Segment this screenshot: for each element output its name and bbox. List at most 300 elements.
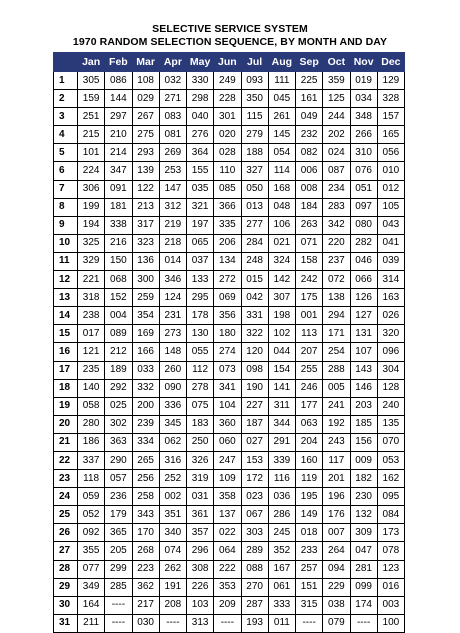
sequence-cell: 339 — [268, 451, 295, 469]
day-label: 23 — [54, 470, 78, 488]
sequence-cell: 195 — [296, 488, 323, 506]
sequence-cell: 168 — [268, 180, 295, 198]
day-label: 1 — [54, 72, 78, 90]
sequence-cell: 249 — [214, 72, 241, 90]
table-row — [54, 488, 405, 506]
sequence-cell: 154 — [268, 361, 295, 379]
sequence-cell: 322 — [241, 325, 268, 343]
sequence-cell: 240 — [377, 397, 404, 415]
sequence-cell: 207 — [296, 343, 323, 361]
table-row — [54, 542, 405, 560]
sequence-cell: 201 — [323, 470, 350, 488]
sequence-cell: 223 — [132, 560, 159, 578]
sequence-cell: 017 — [78, 325, 105, 343]
sequence-cell: 269 — [159, 144, 186, 162]
lottery-table — [53, 52, 405, 633]
sequence-cell: 232 — [296, 126, 323, 144]
sequence-cell: 002 — [159, 488, 186, 506]
day-label: 24 — [54, 488, 78, 506]
sequence-cell: 345 — [159, 415, 186, 433]
month-header-jul: Jul — [241, 53, 268, 72]
sequence-cell: 187 — [241, 415, 268, 433]
day-label: 27 — [54, 542, 78, 560]
sequence-cell: 270 — [241, 578, 268, 596]
sequence-cell: 011 — [268, 614, 295, 632]
sequence-cell: 072 — [323, 271, 350, 289]
sequence-cell: 189 — [105, 361, 132, 379]
sequence-cell: 123 — [377, 560, 404, 578]
sequence-cell: 282 — [350, 234, 377, 252]
sequence-cell: 363 — [105, 433, 132, 451]
sequence-cell: 121 — [78, 343, 105, 361]
sequence-cell: 216 — [105, 234, 132, 252]
sequence-cell: 288 — [323, 361, 350, 379]
month-header-oct: Oct — [323, 53, 350, 72]
day-label: 4 — [54, 126, 78, 144]
sequence-cell: 126 — [350, 289, 377, 307]
sequence-cell: 243 — [323, 433, 350, 451]
table-row — [54, 560, 405, 578]
sequence-cell: 280 — [78, 415, 105, 433]
sequence-cell: 175 — [296, 289, 323, 307]
sequence-cell: 086 — [105, 72, 132, 90]
sequence-cell: 242 — [296, 271, 323, 289]
sequence-cell: 050 — [241, 180, 268, 198]
sequence-cell: 299 — [105, 560, 132, 578]
sequence-cell: 112 — [187, 361, 214, 379]
sequence-cell: 124 — [159, 289, 186, 307]
sequence-cell: 290 — [105, 451, 132, 469]
sequence-cell: 328 — [377, 90, 404, 108]
sequence-cell: 041 — [377, 234, 404, 252]
day-label: 19 — [54, 397, 78, 415]
sequence-cell: 295 — [187, 289, 214, 307]
sequence-cell: 213 — [132, 198, 159, 216]
sequence-cell: 030 — [132, 614, 159, 632]
day-label: 15 — [54, 325, 78, 343]
sequence-cell: 286 — [268, 506, 295, 524]
sequence-cell: 133 — [187, 271, 214, 289]
sequence-cell: 174 — [350, 596, 377, 614]
sequence-cell: 231 — [159, 307, 186, 325]
sequence-cell: 139 — [132, 162, 159, 180]
sequence-cell: 185 — [350, 415, 377, 433]
table-row — [54, 451, 405, 469]
sequence-cell: 252 — [159, 470, 186, 488]
sequence-cell: 258 — [132, 488, 159, 506]
sequence-cell: 044 — [268, 343, 295, 361]
table-row — [54, 162, 405, 180]
table-body — [54, 72, 405, 633]
sequence-cell: 365 — [105, 524, 132, 542]
sequence-cell: 305 — [78, 72, 105, 90]
table-row — [54, 596, 405, 614]
sequence-cell: 326 — [187, 451, 214, 469]
sequence-cell: 079 — [323, 614, 350, 632]
sequence-cell: 061 — [268, 578, 295, 596]
sequence-cell: 109 — [214, 470, 241, 488]
sequence-cell: 338 — [105, 216, 132, 234]
sequence-cell: 134 — [214, 252, 241, 270]
sequence-cell: 177 — [296, 397, 323, 415]
sequence-cell: 095 — [377, 488, 404, 506]
day-label: 29 — [54, 578, 78, 596]
table-row — [54, 108, 405, 126]
sequence-cell: 064 — [214, 542, 241, 560]
sequence-cell: 146 — [350, 379, 377, 397]
sequence-cell: 235 — [78, 361, 105, 379]
sequence-cell: 335 — [214, 216, 241, 234]
sequence-cell: 170 — [132, 524, 159, 542]
sequence-cell: 271 — [159, 90, 186, 108]
sequence-cell: 141 — [268, 379, 295, 397]
sequence-cell: 210 — [105, 126, 132, 144]
sequence-cell: 181 — [105, 198, 132, 216]
sequence-cell: 348 — [350, 108, 377, 126]
sequence-cell: 246 — [296, 379, 323, 397]
sequence-cell: 353 — [214, 578, 241, 596]
sequence-cell: 197 — [187, 216, 214, 234]
sequence-cell: ---- — [214, 614, 241, 632]
sequence-cell: 222 — [214, 560, 241, 578]
sequence-cell: 283 — [323, 198, 350, 216]
sequence-cell: 357 — [187, 524, 214, 542]
sequence-cell: 323 — [132, 234, 159, 252]
sequence-cell: 013 — [241, 198, 268, 216]
sequence-cell: 337 — [78, 451, 105, 469]
sequence-cell: 096 — [377, 343, 404, 361]
sequence-cell: 099 — [350, 578, 377, 596]
sequence-cell: 032 — [159, 72, 186, 90]
sequence-cell: 221 — [78, 271, 105, 289]
sequence-cell: 354 — [132, 307, 159, 325]
sequence-cell: 164 — [78, 596, 105, 614]
table-row — [54, 180, 405, 198]
sequence-cell: 356 — [214, 307, 241, 325]
sequence-cell: 138 — [323, 289, 350, 307]
day-label: 20 — [54, 415, 78, 433]
sequence-cell: 059 — [78, 488, 105, 506]
sequence-cell: 078 — [377, 542, 404, 560]
day-label: 12 — [54, 271, 78, 289]
sequence-cell: 069 — [214, 289, 241, 307]
sequence-cell: 247 — [214, 451, 241, 469]
sequence-cell: 143 — [350, 361, 377, 379]
sequence-cell: 260 — [159, 361, 186, 379]
sequence-cell: 351 — [159, 506, 186, 524]
sequence-cell: 047 — [350, 542, 377, 560]
sequence-cell: 084 — [377, 506, 404, 524]
sequence-cell: 043 — [377, 216, 404, 234]
month-header-nov: Nov — [350, 53, 377, 72]
sequence-cell: 060 — [214, 433, 241, 451]
sequence-cell: 145 — [268, 126, 295, 144]
sequence-cell: 194 — [78, 216, 105, 234]
sequence-cell: 075 — [187, 397, 214, 415]
sequence-cell: 227 — [241, 397, 268, 415]
sequence-cell: 151 — [296, 578, 323, 596]
sequence-cell: 312 — [159, 198, 186, 216]
sequence-cell: 147 — [159, 180, 186, 198]
sequence-cell: 005 — [323, 379, 350, 397]
table-row — [54, 198, 405, 216]
sequence-cell: 208 — [159, 596, 186, 614]
sequence-cell: 199 — [78, 198, 105, 216]
sequence-cell: 108 — [132, 72, 159, 90]
sequence-cell: 321 — [187, 198, 214, 216]
sequence-cell: 091 — [105, 180, 132, 198]
sequence-cell: 341 — [214, 379, 241, 397]
sequence-cell: 264 — [323, 542, 350, 560]
sequence-cell: 093 — [241, 72, 268, 90]
sequence-cell: 200 — [132, 397, 159, 415]
sequence-cell: 303 — [241, 524, 268, 542]
sequence-cell: 218 — [159, 234, 186, 252]
sequence-cell: 176 — [323, 506, 350, 524]
sequence-cell: 033 — [132, 361, 159, 379]
sequence-cell: 234 — [323, 180, 350, 198]
sequence-cell: 262 — [159, 560, 186, 578]
sequence-cell: 117 — [323, 451, 350, 469]
sequence-cell: 132 — [350, 506, 377, 524]
sequence-cell: 167 — [268, 560, 295, 578]
sequence-cell: 161 — [296, 90, 323, 108]
document-title: SELECTIVE SERVICE SYSTEM — [152, 23, 308, 35]
sequence-cell: 304 — [377, 361, 404, 379]
sequence-cell: 206 — [214, 234, 241, 252]
table-row — [54, 343, 405, 361]
sequence-cell: 114 — [268, 162, 295, 180]
sequence-cell: 063 — [296, 415, 323, 433]
sequence-cell: 287 — [241, 596, 268, 614]
sequence-cell: 125 — [323, 90, 350, 108]
sequence-cell: 184 — [296, 198, 323, 216]
sequence-cell: 237 — [323, 252, 350, 270]
sequence-cell: 115 — [241, 108, 268, 126]
sequence-cell: 239 — [132, 415, 159, 433]
sequence-cell: 268 — [132, 542, 159, 560]
sequence-cell: 003 — [377, 596, 404, 614]
sequence-cell: 118 — [78, 470, 105, 488]
sequence-cell: 152 — [105, 289, 132, 307]
sequence-cell: 313 — [187, 614, 214, 632]
sequence-cell: 049 — [296, 108, 323, 126]
sequence-cell: 291 — [268, 433, 295, 451]
sequence-cell: 256 — [132, 470, 159, 488]
sequence-cell: 217 — [132, 596, 159, 614]
sequence-cell: 094 — [323, 560, 350, 578]
sequence-cell: 192 — [323, 415, 350, 433]
sequence-cell: 183 — [187, 415, 214, 433]
sequence-cell: 006 — [296, 162, 323, 180]
sequence-cell: 173 — [377, 524, 404, 542]
sequence-cell: 021 — [268, 234, 295, 252]
sequence-cell: 330 — [187, 72, 214, 90]
sequence-cell: 070 — [377, 433, 404, 451]
sequence-cell: 111 — [268, 72, 295, 90]
sequence-cell: 255 — [296, 361, 323, 379]
sequence-cell: 219 — [159, 216, 186, 234]
sequence-cell: 166 — [132, 343, 159, 361]
table-row — [54, 470, 405, 488]
sequence-cell: 001 — [296, 307, 323, 325]
sequence-cell: 103 — [187, 596, 214, 614]
sequence-cell: 318 — [78, 289, 105, 307]
month-header-row — [54, 53, 405, 72]
sequence-cell: ---- — [105, 614, 132, 632]
sequence-cell: 366 — [214, 198, 241, 216]
sequence-cell: 113 — [296, 325, 323, 343]
sequence-cell: 039 — [377, 252, 404, 270]
sequence-cell: 066 — [350, 271, 377, 289]
table-row — [54, 234, 405, 252]
sequence-cell: 082 — [296, 144, 323, 162]
sequence-cell: 332 — [132, 379, 159, 397]
sequence-cell: 316 — [159, 451, 186, 469]
table-row — [54, 415, 405, 433]
sequence-cell: 100 — [377, 614, 404, 632]
day-label: 14 — [54, 307, 78, 325]
sequence-cell: 300 — [132, 271, 159, 289]
sequence-cell: 276 — [187, 126, 214, 144]
sequence-cell: 034 — [350, 90, 377, 108]
month-header-may: May — [187, 53, 214, 72]
sequence-cell: ---- — [350, 614, 377, 632]
sequence-cell: 062 — [159, 433, 186, 451]
sequence-cell: 205 — [105, 542, 132, 560]
sequence-cell: 251 — [78, 108, 105, 126]
table-row — [54, 506, 405, 524]
sequence-cell: 158 — [296, 252, 323, 270]
day-label: 16 — [54, 343, 78, 361]
sequence-cell: 024 — [323, 144, 350, 162]
sequence-cell: 019 — [350, 72, 377, 90]
sequence-cell: 130 — [187, 325, 214, 343]
sequence-cell: 102 — [268, 325, 295, 343]
sequence-cell: 224 — [78, 162, 105, 180]
sequence-cell: 355 — [78, 542, 105, 560]
sequence-cell: 272 — [214, 271, 241, 289]
table-row — [54, 252, 405, 270]
sequence-cell: 248 — [241, 252, 268, 270]
sequence-cell: 127 — [350, 307, 377, 325]
sequence-cell: 266 — [350, 126, 377, 144]
sequence-cell: 347 — [105, 162, 132, 180]
sequence-cell: 045 — [268, 90, 295, 108]
sequence-cell: 349 — [78, 578, 105, 596]
sequence-cell: 159 — [78, 90, 105, 108]
sequence-cell: 065 — [187, 234, 214, 252]
month-header-dec: Dec — [377, 53, 404, 72]
day-label: 3 — [54, 108, 78, 126]
sequence-cell: 105 — [377, 198, 404, 216]
sequence-cell: 092 — [78, 524, 105, 542]
sequence-cell: 055 — [187, 343, 214, 361]
day-label: 13 — [54, 289, 78, 307]
sequence-cell: 178 — [187, 307, 214, 325]
sequence-cell: 128 — [377, 379, 404, 397]
sequence-cell: 350 — [241, 90, 268, 108]
sequence-cell: 120 — [241, 343, 268, 361]
sequence-cell: 171 — [323, 325, 350, 343]
sequence-cell: 259 — [132, 289, 159, 307]
sequence-cell: 186 — [78, 433, 105, 451]
sequence-cell: 110 — [214, 162, 241, 180]
sequence-cell: 009 — [350, 451, 377, 469]
day-label: 11 — [54, 252, 78, 270]
sequence-cell: 327 — [241, 162, 268, 180]
sequence-cell: 027 — [241, 433, 268, 451]
table-row — [54, 144, 405, 162]
sequence-cell: 188 — [241, 144, 268, 162]
sequence-cell: 293 — [132, 144, 159, 162]
sequence-cell: 340 — [159, 524, 186, 542]
month-header-mar: Mar — [132, 53, 159, 72]
sequence-cell: 018 — [296, 524, 323, 542]
day-label: 17 — [54, 361, 78, 379]
sequence-cell: 274 — [214, 343, 241, 361]
sequence-cell: 320 — [377, 325, 404, 343]
sequence-cell: 306 — [78, 180, 105, 198]
sequence-cell: 160 — [296, 451, 323, 469]
sequence-cell: 090 — [159, 379, 186, 397]
month-header-jan: Jan — [78, 53, 105, 72]
sequence-cell: 325 — [78, 234, 105, 252]
sequence-cell: 014 — [159, 252, 186, 270]
day-label: 28 — [54, 560, 78, 578]
sequence-cell: 140 — [78, 379, 105, 397]
sequence-cell: 153 — [241, 451, 268, 469]
sequence-cell: 307 — [268, 289, 295, 307]
sequence-cell: 144 — [105, 90, 132, 108]
sequence-cell: 263 — [296, 216, 323, 234]
sequence-cell: 336 — [159, 397, 186, 415]
sequence-cell: 149 — [296, 506, 323, 524]
sequence-cell: 012 — [377, 180, 404, 198]
sequence-cell: 203 — [350, 397, 377, 415]
sequence-cell: 023 — [241, 488, 268, 506]
sequence-cell: 319 — [187, 470, 214, 488]
sequence-cell: 142 — [268, 271, 295, 289]
sequence-cell: 298 — [187, 90, 214, 108]
sequence-cell: 241 — [323, 397, 350, 415]
sequence-cell: 040 — [187, 108, 214, 126]
day-label: 5 — [54, 144, 78, 162]
sequence-cell: 364 — [187, 144, 214, 162]
table-row — [54, 307, 405, 325]
sequence-cell: 054 — [268, 144, 295, 162]
sequence-cell: 020 — [214, 126, 241, 144]
sequence-cell: 324 — [268, 252, 295, 270]
sequence-cell: 076 — [350, 162, 377, 180]
sequence-cell: 098 — [241, 361, 268, 379]
sequence-cell: 080 — [350, 216, 377, 234]
corner-cell — [54, 53, 78, 72]
sequence-cell: 193 — [241, 614, 268, 632]
sequence-cell: 129 — [377, 72, 404, 90]
sequence-cell: 029 — [132, 90, 159, 108]
table-row — [54, 271, 405, 289]
sequence-cell: 301 — [214, 108, 241, 126]
day-label: 31 — [54, 614, 78, 632]
sequence-cell: 031 — [187, 488, 214, 506]
sequence-cell: 361 — [187, 506, 214, 524]
sequence-cell: 198 — [268, 307, 295, 325]
month-header-aug: Aug — [268, 53, 295, 72]
sequence-cell: 212 — [105, 343, 132, 361]
sequence-cell: 179 — [105, 506, 132, 524]
sequence-cell: 273 — [159, 325, 186, 343]
